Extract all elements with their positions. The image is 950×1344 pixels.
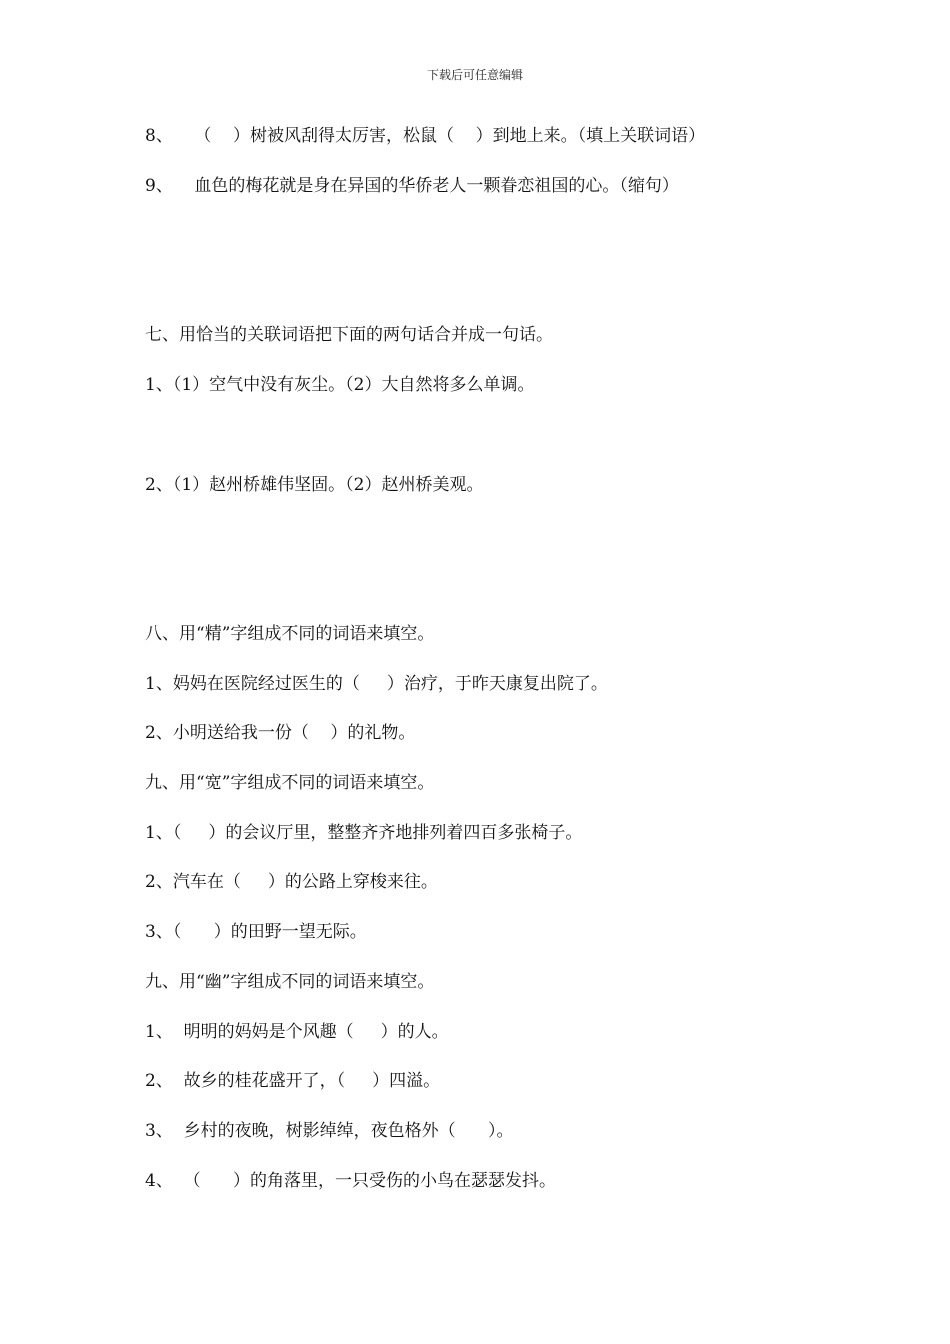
section-9-kuan-item-3: 3、（ ）的田野一望无际。 (145, 922, 367, 942)
section-7-item-1: 1、（1）空气中没有灰尘。（2）大自然将多么单调。 (145, 375, 535, 395)
section-9-you-item-1: 1、 明明的妈妈是个风趣（ ）的人。 (145, 1022, 449, 1042)
question-9: 9、 血色的梅花就是身在异国的华侨老人一颗眷恋祖国的心。（缩句） (145, 176, 679, 196)
section-8-item-2: 2、小明送给我一份（ ）的礼物。 (145, 723, 416, 743)
section-8-heading: 八、用“精”字组成不同的词语来填空。 (145, 624, 435, 644)
section-9-you-item-2: 2、 故乡的桂花盛开了，（ ）四溢。 (145, 1071, 441, 1091)
section-9-kuan-item-1: 1、（ ）的会议厅里，整整齐齐地排列着四百多张椅子。 (145, 823, 583, 843)
section-9-you-heading: 九、用“幽”字组成不同的词语来填空。 (145, 972, 435, 992)
question-8: 8、 （ ）树被风刮得太厉害，松鼠（ ）到地上来。（填上关联词语） (145, 126, 706, 146)
section-9-you-item-4: 4、 （ ）的角落里，一只受伤的小鸟在瑟瑟发抖。 (145, 1171, 557, 1191)
section-7-heading: 七、用恰当的关联词语把下面的两句话合并成一句话。 (145, 325, 553, 345)
section-9-kuan-heading: 九、用“宽”字组成不同的词语来填空。 (145, 773, 435, 793)
section-8-item-1: 1、妈妈在医院经过医生的（ ）治疗，于昨天康复出院了。 (145, 674, 608, 694)
section-9-kuan-item-2: 2、汽车在（ ）的公路上穿梭来往。 (145, 872, 438, 892)
section-7-item-2: 2、（1）赵州桥雄伟坚固。（2）赵州桥美观。 (145, 475, 484, 495)
section-9-you-item-3: 3、 乡村的夜晚，树影绰绰，夜色格外（ ）。 (145, 1121, 514, 1141)
page-header: 下载后可任意编辑 (426, 68, 523, 82)
